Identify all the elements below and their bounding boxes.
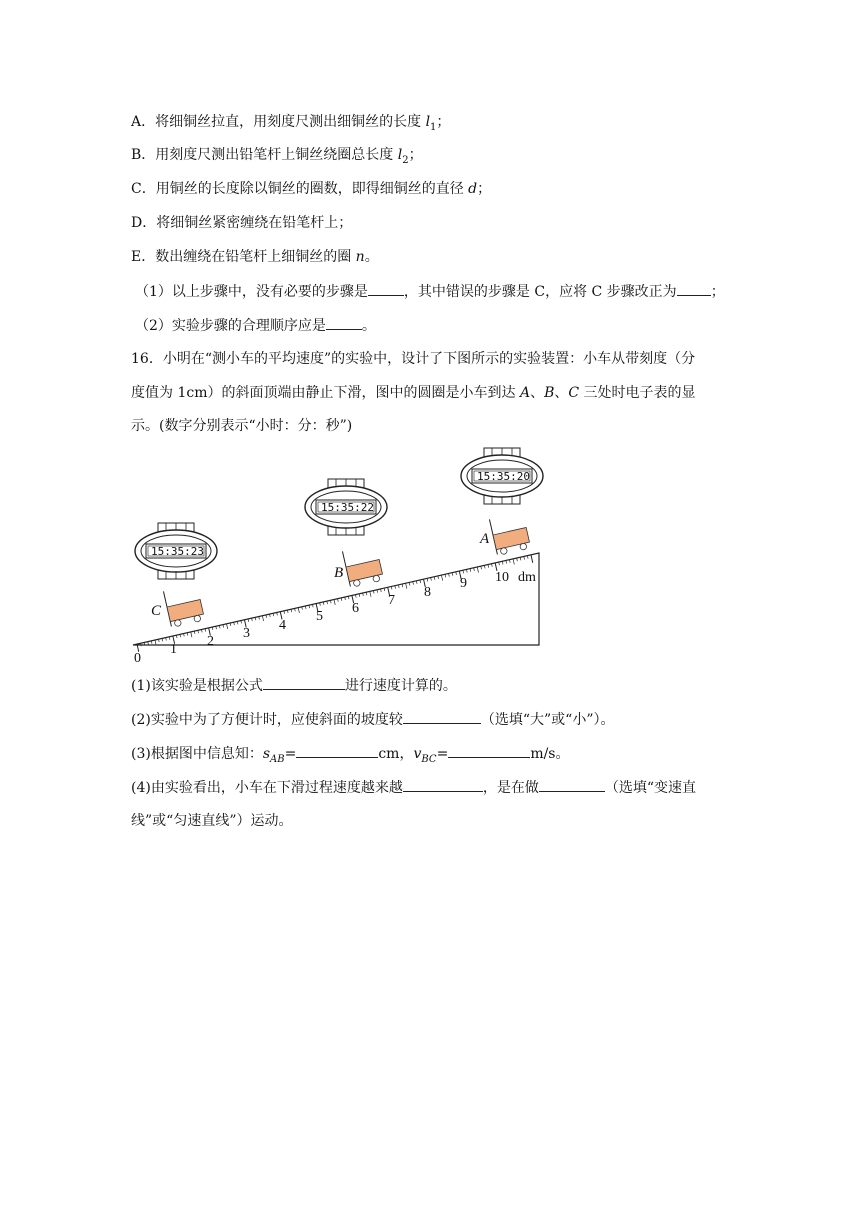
step-b: B．用刻度尺测出铅笔杆上铜丝绕圈总长度 $l_2$； — [131, 147, 423, 166]
stopwatch-c — [135, 523, 217, 579]
q16-part2: (2)实验中为了方便计时，应使斜面的坡度较 （选填“大”或“小”）。 — [131, 709, 614, 730]
car-at-a — [489, 512, 530, 556]
scale-number-4: 4 — [279, 618, 286, 633]
ruler-tick — [384, 588, 385, 591]
scale-number-6: 6 — [352, 601, 359, 616]
ruler-tick — [262, 616, 263, 621]
ruler-tick — [527, 556, 528, 559]
step-a: A．将细铜丝拉直，用刻度尺测出细铜丝的长度 $l_1$； — [131, 114, 451, 133]
ruler-tick — [492, 564, 493, 567]
ruler-tick — [345, 597, 346, 600]
step-c: C．用铜丝的长度除以铜丝的圈数，即得细铜丝的直径 d； — [131, 181, 492, 197]
ruler-tick — [298, 608, 299, 613]
q16-part3: (3)根据图中信息知：$s_{AB}=$ cm，$v_{BC}= m/s$。 — [131, 743, 570, 770]
ruler-tick — [398, 585, 399, 588]
ruler-tick — [402, 584, 403, 587]
ruler-tick — [416, 581, 417, 584]
q16-stem-line1: 16．小明在“测小车的平均速度”的实验中，设计了下图所示的实验装置：小车从带刻度（分 — [131, 351, 696, 367]
ruler-tick — [406, 583, 407, 588]
car-at-b — [342, 544, 383, 588]
ruler-tick — [191, 632, 192, 637]
ruler-tick — [470, 569, 471, 572]
answer-blank[interactable] — [403, 709, 481, 724]
ruler-tick — [452, 573, 453, 576]
ruler-tick — [355, 595, 356, 598]
ruler-tick — [456, 572, 457, 575]
ruler-tick — [341, 598, 342, 601]
scale-number-8: 8 — [424, 585, 431, 600]
ruler-tick — [370, 591, 371, 596]
ruler-tick — [438, 576, 439, 579]
car-at-c — [163, 584, 204, 628]
ruler-tick — [377, 590, 378, 593]
ruler-tick — [488, 565, 489, 568]
clock-display-a: 15:35:20 — [477, 470, 530, 483]
ruler-tick — [227, 624, 228, 629]
clock-display-b: 15:35:22 — [321, 501, 374, 514]
clock-display-c: 15:35:23 — [151, 545, 204, 558]
ruler-tick — [427, 578, 428, 581]
stopwatch-b — [305, 479, 387, 535]
stopwatch-a — [461, 448, 543, 504]
ruler-tick — [474, 568, 475, 571]
ruler-tick — [445, 574, 446, 577]
ruler-tick — [359, 594, 360, 597]
scale-number-9: 9 — [460, 576, 467, 591]
ruler-tick — [373, 591, 374, 594]
ruler-tick — [467, 570, 468, 573]
ruler-tick — [513, 559, 514, 564]
scale-number-1: 1 — [170, 642, 177, 657]
ruler-tick — [413, 582, 414, 585]
answer-blank[interactable] — [448, 743, 530, 758]
ruler-tick — [477, 567, 478, 572]
ruler-tick — [366, 592, 367, 595]
point-label-a: A — [480, 531, 490, 547]
ruler-tick — [434, 577, 435, 580]
q15-part2: （2）实验步骤的合理顺序应是 。 — [135, 315, 376, 336]
ruler-tick — [524, 557, 525, 560]
ruler-tick — [517, 558, 518, 561]
scale-number-5: 5 — [316, 609, 323, 624]
q16-part1: (1)该实验是根据公式 进行速度计算的。 — [131, 675, 457, 696]
ruler-tick — [502, 561, 503, 564]
ruler-tick — [441, 575, 442, 580]
scale-number-3: 3 — [243, 626, 250, 641]
q16-stem-line2: 度值为 1cm）的斜面顶端由静止下滑，图中的圆圈是小车到达 A、B、C 三处时电子表的显 — [131, 385, 696, 401]
ruler-tick — [510, 560, 511, 563]
scale-unit: dm — [518, 570, 536, 585]
ruler-tick — [481, 566, 482, 569]
point-label-b: B — [334, 565, 344, 581]
step-d: D．将细铜丝紧密缠绕在铅笔杆上； — [131, 215, 353, 231]
ruler-tick — [334, 600, 335, 605]
step-e: E．数出缠绕在铅笔杆上细铜丝的圈 n。 — [131, 249, 379, 265]
ruler-tick — [391, 587, 392, 590]
ruler-tick — [506, 561, 507, 564]
scale-number-7: 7 — [388, 593, 395, 608]
incline-figure — [125, 445, 555, 667]
ruler-tick — [395, 586, 396, 589]
answer-blank[interactable] — [263, 675, 345, 690]
ruler-tick — [348, 596, 349, 599]
answer-blank[interactable] — [403, 777, 483, 792]
ruler-tick — [431, 578, 432, 581]
answer-blank[interactable] — [677, 281, 711, 296]
ruler-tick — [531, 555, 533, 563]
ruler-tick — [520, 557, 521, 560]
ruler-tick — [420, 580, 421, 583]
ruler-tick — [338, 599, 339, 602]
q16-part4: (4)由实验看出，小车在下滑过程速度越来越 ，是在做 （选填“变速直 — [131, 777, 696, 798]
point-label-c: C — [151, 603, 162, 619]
ruler-tick — [449, 574, 450, 577]
scale-number-0: 0 — [134, 651, 141, 666]
q15-part1: （1）以上步骤中，没有必要的步骤是 ，其中错误的步骤是 C，应将 C 步骤改正为 ； — [135, 281, 725, 302]
q16-stem-line3: 示。(数字分别表示“小时：分：秒”) — [131, 418, 353, 434]
scale-number-2: 2 — [207, 634, 214, 649]
q16-part4-cont: 线”或“匀速直线”）运动。 — [131, 813, 293, 829]
answer-blank[interactable] — [326, 315, 362, 330]
ruler-tick — [499, 562, 500, 565]
answer-blank[interactable] — [296, 743, 378, 758]
ruler-tick — [409, 583, 410, 586]
ruler-tick — [463, 570, 464, 573]
ruler-tick — [484, 566, 485, 569]
answer-blank[interactable] — [539, 777, 605, 792]
scale-number-10: 10 — [495, 570, 509, 585]
ruler-tick — [381, 589, 382, 592]
answer-blank[interactable] — [368, 281, 404, 296]
ruler-tick — [363, 593, 364, 596]
